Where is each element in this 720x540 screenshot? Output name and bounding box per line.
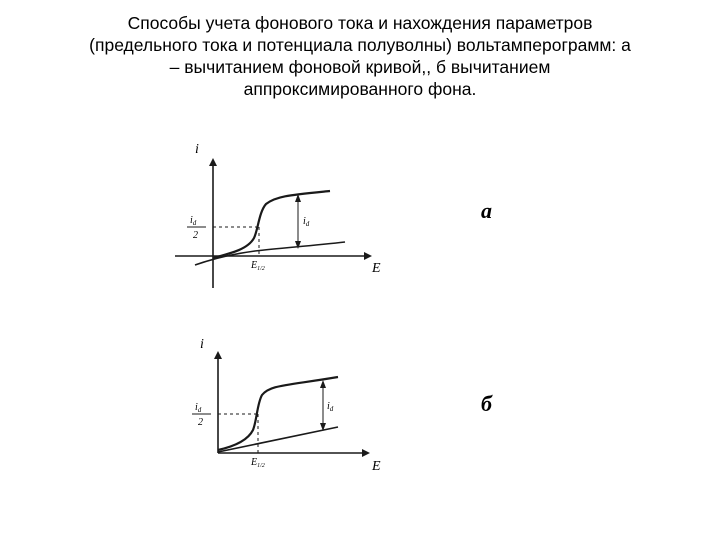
diagram-a-half-current-label: $i_d$	[190, 215, 197, 227]
title-line-4: аппроксимированного фона.	[243, 79, 477, 99]
diagram-b-limit-arrow-top	[320, 380, 326, 388]
diagram-a-background-curve	[195, 242, 345, 265]
diagram-a-y-label: i	[195, 142, 199, 157]
diagram-b-x-label: E	[372, 459, 381, 474]
diagram-a-letter: а	[481, 198, 492, 223]
title-line-1: Способы учета фонового тока и нахождения параметров	[127, 13, 593, 33]
title-line-2: (предельного тока и потенциала полуволны) вольтамперограмм: а	[89, 35, 631, 55]
diagram-b-half-current-denominator: 2	[198, 417, 203, 428]
diagram-b-half-wave-label: $E_{1/2}$	[251, 457, 265, 469]
diagram-b-y-label: i	[200, 337, 204, 352]
diagram-b-limit-current-label: $i_d$	[327, 401, 334, 413]
diagram-b-letter: б	[481, 391, 492, 416]
diagram-b	[192, 353, 368, 453]
diagram-a-half-current-denominator: 2	[193, 230, 198, 241]
diagram-a-wave-curve	[213, 191, 330, 258]
diagram-a-limit-arrow-bottom	[295, 241, 301, 249]
diagram-b-approx-background-line	[218, 427, 338, 452]
diagram-a	[175, 160, 370, 288]
diagram-a-limit-current-label: $i_d$	[303, 216, 310, 228]
title-line-3: – вычитанием фоновой кривой,, б вычитанием	[169, 57, 551, 77]
diagram-b-half-current-label: $i_d$	[195, 402, 202, 414]
diagram-a-half-wave-label: $E_{1/2}$	[251, 260, 265, 272]
diagram-a-x-label: E	[372, 261, 381, 276]
